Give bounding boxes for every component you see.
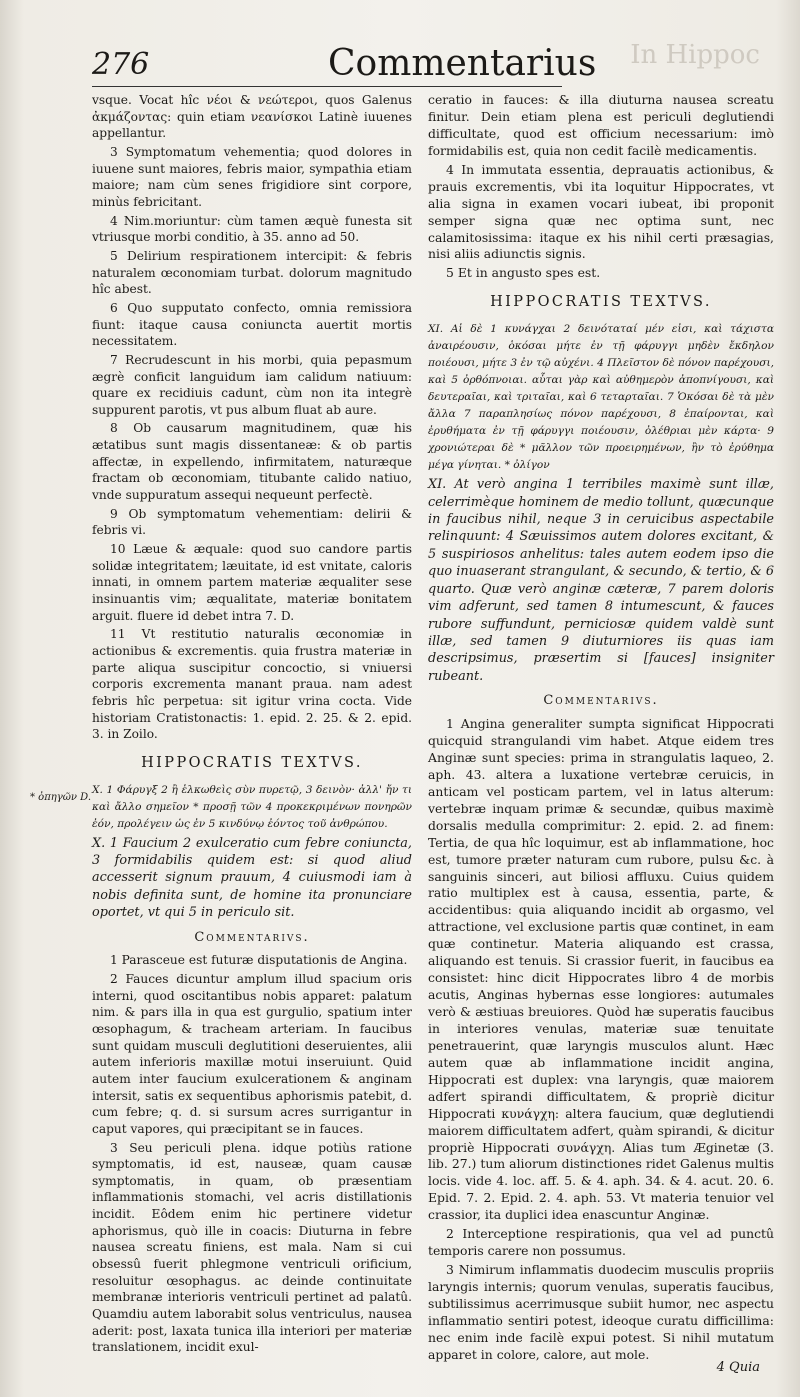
commentary-paragraph: 2 Interceptione respirationis, qua vel ad punctû temporis carere non possumus.: [428, 1226, 774, 1259]
running-head: [92, 42, 597, 87]
commentary-paragraph: 1 Parasceue est futuræ disputationis de Angina.: [110, 953, 408, 968]
paragraph: 5 Delirium respirationem intercipit: & febris naturalem œconomiam turbat. dolorum magnitudo hîc abest.: [92, 248, 412, 297]
paragraph: 5 Et in angusto spes est.: [446, 265, 601, 281]
right-column: [428, 92, 774, 1366]
latin-translation: XI. At verò angina 1 terribiles maximè sunt illæ, celerrimèque hominem de medio tollunt, quæcunque in faucibus nihil, neque 3 in ceruicibus aspectabile relinquunt: 4 Sæuissimos autem dolores excitant, & 5 suspiriosos anhelitus: tales autem eodem ipso die quo inuaserant strangulant, & secundo, & tertio, & 6 quarto. Quæ verò anginæ cæteræ, 7 parem doloris vim adferunt, sed tamen 8 intumescunt, & fauces rubore suffundunt, perniciosæ quidem valdè sunt illæ, sed tamen 9 diuturniores iis quas iam descripsimus, præsertim si [fauces] insigniter rubeant.: [428, 477, 774, 684]
paragraph: 8 Ob causarum magnitudinem, quæ his ætatibus sunt magis dissentaneæ: & ob partis affectæ, in expellendo, infirmitatem, naturæque fractam ob œconomiam, titubante calido natiuo, vnde suppuratum assequi nequeunt perfectè.: [92, 421, 412, 503]
paragraph: ceratio in fauces: & illa diuturna nausea screatu finitur. Dein etiam plena est periculi deglutiendi difficultate, quod est officium necessarium: imò formidabilis est, quia non cedit facilè medicamentis.: [428, 92, 774, 158]
commentary-paragraph: 3 Nimirum inflammatis duodecim musculis propriis laryngis internis; quorum venulas, superatis faucibus, subtilissimus acerrimusque subiit humor, nec aspectu inflammatio sentiri potest, ideoque curatu difficillima: nec enim inde facilè expui potest. Si nihil mutatum apparet in colore, calore, aut mole.: [428, 1262, 774, 1362]
commentary-heading: Commentarivs.: [194, 929, 310, 945]
paragraph: 7 Recrudescunt in his morbi, quia pepasmum ægrè conficit languidum iam calidum natiuum: quare ex recidiuis cadunt, cùm non ita integrè suppurent parotis, vt pus album fluat ab aure.: [92, 352, 412, 417]
paragraph: 10 Læue & æquale: quod suo candore partis solidæ integritatem; læuitate, id est vnitate, caloris innati, in omnem partem materiæ æqualiter sese insinuantis vim; æqualitate, materiæ bonitatem arguit. fluere id debet intra 7. D.: [92, 542, 412, 623]
catchword: 4 Quia: [716, 1360, 760, 1375]
paragraph: 3 Symptomatum vehementia; quod dolores in iuuene sunt maiores, febris maior, sympathia etiam maiore; nam cùm senes frigidiore sint corpore, minùs febricitant.: [92, 144, 412, 209]
greek-text: XI. Αἱ δὲ 1 κυνάγχαι 2 δεινόταταί μέν εἰσι, καὶ τάχιστα ἀναιρέουσιν, ὁκόσαι μήτε ἐν τῇ φάρυγγι μηδὲν ἔκδηλον ποιέουσι, μήτε 3 ἐν τῷ αὐχένι. 4 Πλεῖστον δὲ πόνον παρέχουσι, καὶ 5 ὀρθόπνοιαι. αὗται γὰρ καὶ αὐθημερὸν ἀποπνίγουσι, καὶ δευτεραῖαι, καὶ τριταῖαι, καὶ 6 τεταρταῖαι. 7 Ὁκόσαι δὲ τὰ μὲν ἄλλα 7 παραπλησίως πόνον παρέχουσι, 8 ἐπαίρονται, καὶ ἐρυθήματα ἐν τῇ φάρυγγι ποιέουσιν, ὀλέθριαι μὲν κάρτα· 9 χρονιώτεραι δὲ * μᾶλλον τῶν προειρημένων, ἢν τὸ ἐρύθημα μέγα γίνηται. * ὀλίγον: [428, 323, 774, 472]
bleed-through-text: In Hippoc: [630, 40, 760, 70]
section-heading: HIPPOCRATIS TEXTVS.: [141, 754, 363, 771]
paragraph: 4 In immutata essentia, deprauatis actionibus, & prauis excrementis, vbi ita loquitur Hippocrates, vt alia signa in examen vocari iubeat, ibi proponit semper signa quæ nec optima sunt, nec calamitosissima: itaque ex his nihil certi præsagias, nisi aliis adiunctis signis.: [428, 161, 774, 262]
section-heading: HIPPOCRATIS TEXTVS.: [490, 294, 712, 311]
page-number: 276: [92, 47, 150, 82]
paragraph: 4 Nim.moriuntur: cùm tamen æquè funesta sit vtriusque morbi conditio, à 35. anno ad 50.: [92, 213, 412, 245]
paragraph: vsque. Vocat hîc νέοι & νεώτεροι, quos Galenus ἀκμάζοντας: quin etiam νεανίσκοι Latinè iuuenes appellantur.: [92, 93, 412, 141]
margin-note: * ὀπηγῶν D.: [30, 792, 91, 803]
commentary-heading: Commentarivs.: [543, 693, 659, 709]
running-title: Commentarius: [328, 43, 597, 84]
commentary-paragraph: 2 Fauces dicuntur amplum illud spacium oris interni, quod oscitantibus nobis apparet: palatum nim. & pars illa in qua est gurgulio, spatium inter œsophagum, & tracheam arteriam. In faucibus sunt quidam musculi deglutitioni deseruientes, alii autem inferioris maxillæ motui inseruiunt. Quid autem inter faucium exulcerationem & anginam intersit, satis ex sequentibus aphorismis patebit, d. cum febre; q. d. si sursum acres surrigantur in caput vapores, qui præcipitant se in fauces.: [92, 971, 412, 1136]
commentary-paragraph: 3 Seu periculi plena. idque potiùs ratione symptomatis, id est, nauseæ, quam causæ symptomatis, in quam, ob præsentiam inflammationis stomachi, vel acris distillationis incidit. Eôdem enim hic pertinere videtur aphorismus, quò ille in coacis: Diuturna in febre nausea screatu finiens, est mala. Nam si cui obsessû fuerit phlegmone ventriculi orificium, resoluitur œsophagus. ac deinde continuitate membranæ interioris ventriculi pertinet ad palatû. Quamdiu autem laborabit solus ventriculus, nausea aderit: post, laxata tunica illa interiori per materiæ translationem, incidit exul-: [92, 1140, 412, 1355]
commentary-paragraph: 1 Angina generaliter sumpta significat Hippocrati quicquid strangulandi vim habet. Atque eidem tres Anginæ sunt species: prima in strangulatis laqueo, 2. aph. 43. altera a luxatione vertebræ ceruicis, in anticam vel posticam partem, vel in latus alterum: vertebræ inquam primæ & secundæ, quibus maximè dorsalis medulla comprimitur: 2. epid. 2. ad finem: Tertia, de qua hîc loquimur, est ab inflammatione, hoc est, tumore præter naturam cum rubore, pulsu &c. à sanguinis sinceri, aut biliosi affluxu. Cuius quidem ratio multiplex est à causa, essentia, parte, & accidentibus: quia aliquando incidit ab orgasmo, vel attractione, vel exclusione partis quæ continet, in eam quæ continetur. Materia aliquando est crassa, aliquando est tenuis. Si crassior fuerit, in faucibus ea consistet: hinc dicit Hippocrates libro 4 de morbis acutis, Anginas hybernas esse longiores: autumales verò & æstiuas breuiores. Quòd hæ superatis faucibus in interiores venulas, materiæ suæ tenuitate penetrauerint, quæ laryngis musculos alunt. Hæc autem quæ ab inflammatione incidit angina, Hippocrati est duplex: vna laryngis, quæ maiorem adfert spirandi difficultatem, & propriè dicitur Hippocrati κυνάγχη: altera faucium, quæ deglutiendi maiorem difficultatem adfert, quàm spirandi, & dicitur propriè Hippocrati συνάγχη. Alias tum Æginetæ (3. lib. 27.) tum aliorum distinctiones ridet Galenus multis locis. vide 4. loc. aff. 5. & 4. aph. 34. & 4. acut. 20. 6. Epid. 7. 2. Epid. 2. 4. aph. 53. Vt materia tenuior vel crassior, ita duplici idea enascuntur Anginæ.: [428, 716, 774, 1223]
greek-text: X. 1 Φάρυγξ 2 ἢ ἑλκωθεὶς σὺν πυρετῷ, 3 δεινὸν· ἀλλ' ἤν τι καὶ ἄλλο σημεῖον * προσῇ τῶν 4 προκεκριμένων πονηρῶν ἐόν, προλέγειν ὡς ἐν 5 κινδύνῳ ἐόντος τοῦ ἀνθρώπου.: [92, 783, 412, 830]
paragraph: 6 Quo supputato confecto, omnia remissiora fiunt: itaque causa coniuncta auertit mortis necessitatem.: [92, 300, 412, 349]
latin-translation: X. 1 Faucium 2 exulceratio cum febre coniuncta, 3 formidabilis quidem est: si quod aliud accesserit signum prauum, 4 cuiusmodi iam à nobis definita sunt, de homine ita pronunciare oportet, vt qui 5 in periculo sit.: [92, 835, 412, 921]
left-column: [92, 92, 412, 1358]
paragraph: 9 Ob symptomatum vehementiam: delirii & febris vi.: [92, 506, 412, 538]
paragraph: 11 Vt restitutio naturalis œconomiæ in actionibus & excrementis. quia frustra materiæ in parte aliqua suscipitur concoctio, si vniuersi corporis excrementa manant praua. nam adest febris hîc perpetua: sit igitur vrina cocta. Vide historiam Cratistonactis: 1. epid. 2. 25. & 2. epid. 3. in Zoilo.: [92, 627, 412, 742]
